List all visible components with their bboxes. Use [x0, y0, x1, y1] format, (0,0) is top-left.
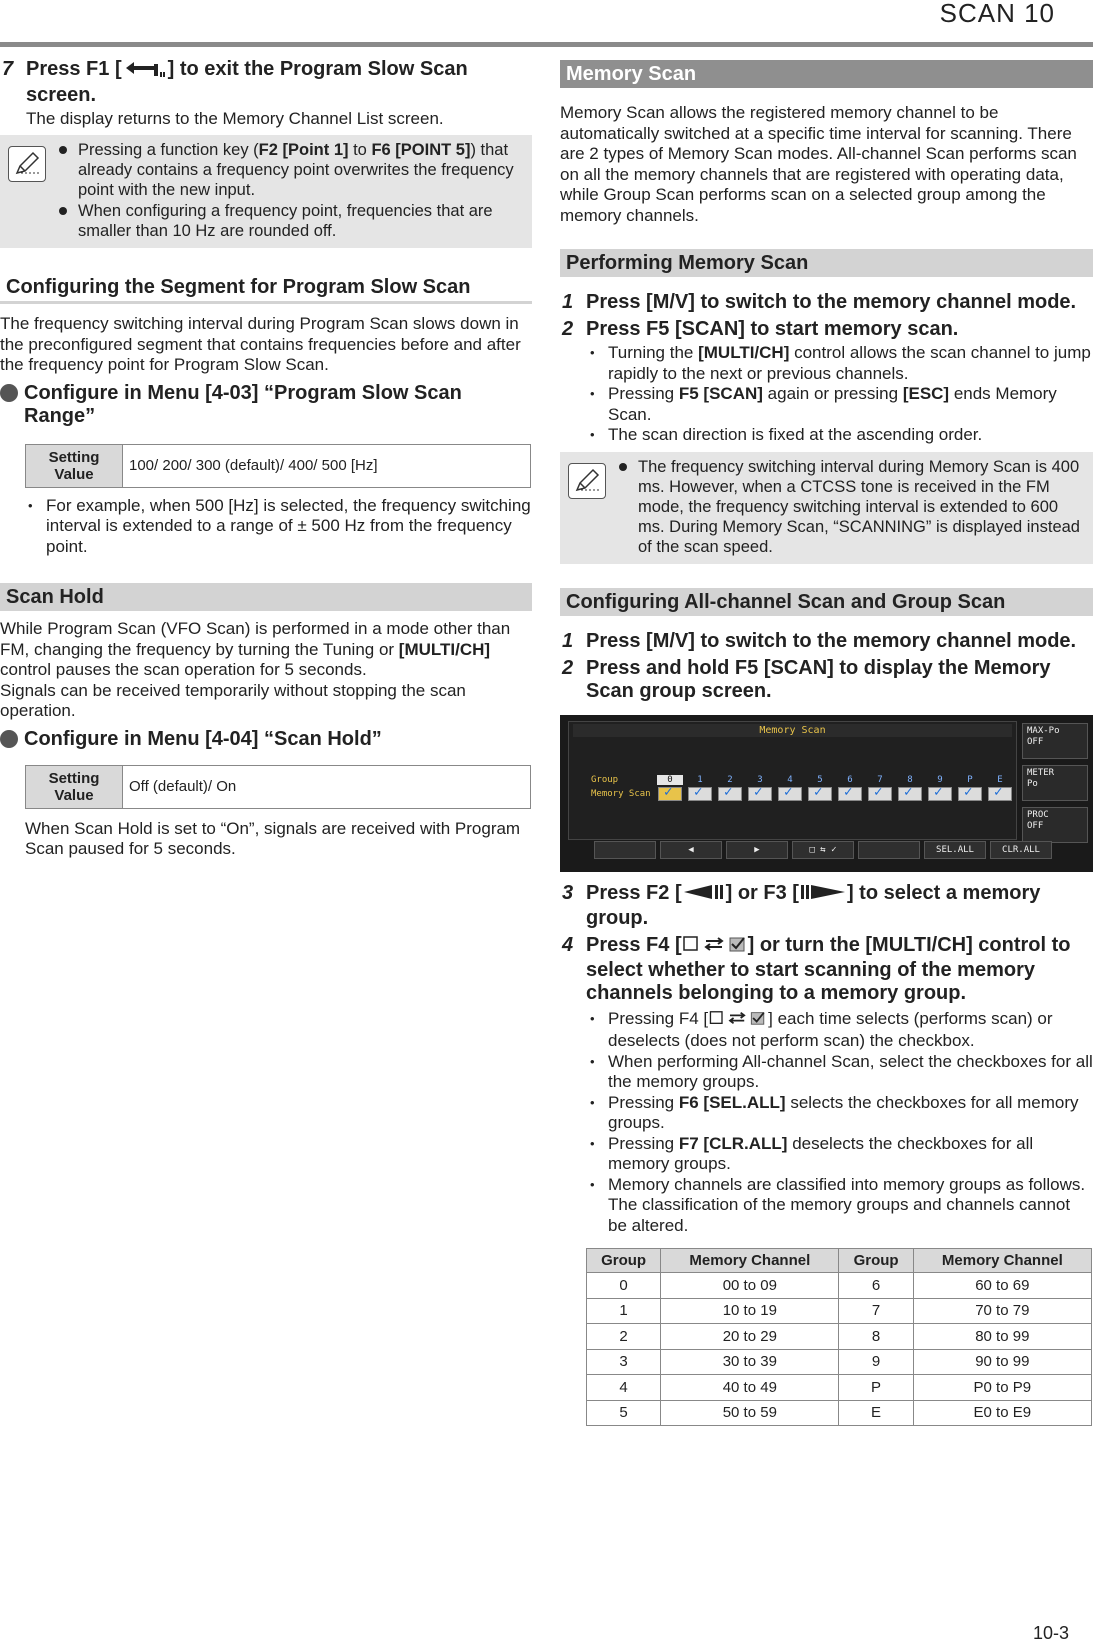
step-7	[0, 58, 532, 129]
note-item: When configuring a frequency point, frequencies that are smaller than 10 Hz are rounded off.	[56, 201, 528, 241]
pencil-icon	[8, 146, 46, 182]
table-cell: 2	[587, 1324, 661, 1350]
section-heading: Configuring the Segment for Program Slow Scan	[0, 273, 532, 304]
table-cell: 80 to 99	[913, 1324, 1091, 1350]
chapter-header: SCAN 10	[939, 0, 1055, 28]
group-checkbox[interactable]	[838, 787, 862, 801]
setting-value: Off (default)/ On	[123, 765, 531, 808]
bullet-item: • Pressing F5 [SCAN] again or pressing [ESC] ends Memory Scan.	[586, 384, 1093, 425]
group-number[interactable]: 5	[817, 774, 823, 785]
table-row	[587, 1324, 1092, 1350]
section-heading: Scan Hold	[0, 583, 532, 611]
table-header: Memory Channel	[913, 1249, 1091, 1273]
group-checkbox[interactable]	[988, 787, 1012, 801]
note-box	[0, 135, 532, 248]
step-3: 3 Press F2 [ ] or F3 [ ] to select a memory group.	[562, 881, 1041, 929]
table-cell: 4	[587, 1375, 661, 1401]
group-checkbox[interactable]	[748, 787, 772, 801]
setting-table	[25, 765, 531, 809]
row-label-group: Group	[591, 774, 619, 785]
group-number[interactable]: 7	[877, 774, 883, 785]
table-cell: 9	[839, 1349, 913, 1375]
table-row	[587, 1400, 1092, 1426]
side-key-meter[interactable]: METER Po	[1022, 765, 1088, 801]
group-number[interactable]: 9	[937, 774, 943, 785]
paragraph: While Program Scan (VFO Scan) is performed in a mode other than FM, changing the frequency by turning the Tuning or [MULTI/CH] control pauses the scan operation for 5 seconds.	[0, 619, 511, 679]
memory-scan-screen	[560, 715, 1093, 872]
right-column	[560, 58, 1093, 1426]
table-cell: 8	[839, 1324, 913, 1350]
step-number: 7	[2, 58, 14, 80]
bullet-item: • For example, when 500 [Hz] is selected, the frequency switching interval is extended to a range of ± 500 Hz from the frequency point.	[24, 496, 532, 558]
table-header: Memory Channel	[661, 1249, 839, 1273]
prev-arrow-icon	[682, 883, 726, 907]
table-cell: 6	[839, 1273, 913, 1299]
table-header: Group	[587, 1249, 661, 1273]
table-cell: 00 to 09	[661, 1273, 839, 1299]
note-item: Pressing a function key (F2 [Point 1] to F6 [POINT 5]) that already contains a frequency point overwrites the frequency point with the new input.	[56, 140, 528, 200]
toggle-check-button[interactable]: □ ⇆ ✓	[792, 841, 854, 859]
table-cell: P	[839, 1375, 913, 1401]
group-number[interactable]: 6	[847, 774, 853, 785]
group-number[interactable]: 1	[697, 774, 703, 785]
group-number[interactable]: E	[997, 774, 1003, 785]
group-checkbox[interactable]	[688, 787, 712, 801]
table-cell: 50 to 59	[661, 1400, 839, 1426]
table-cell: 70 to 79	[913, 1298, 1091, 1324]
group-checkbox[interactable]	[868, 787, 892, 801]
step-title: Press F1 [ ] to exit the Program Slow Scan screen.	[26, 58, 468, 106]
bullet-circle-icon	[0, 730, 18, 748]
section-heading: Configuring All-channel Scan and Group Scan	[560, 588, 1093, 616]
group-number[interactable]: P	[967, 774, 973, 785]
step-4: 4 Press F4 [ ] or turn the [MULTI/CH] control to select whether to start scanning of the memory channels belonging to a memory group. • Pressing F4 [ ] each time selects (performs scan) or deselects (does not perform scan) the checkbox. • When performing All-channel Scan, select the checkboxes for all the memory groups. • Pressing F6 [SEL.ALL] selects the checkboxes for all memory groups. • Pressing F7 [CLR.ALL] deselects the checkboxes for all memory groups. • Memory channels are classified into memory groups as follows. The classification of the memory groups and channels cannot be altered.	[560, 934, 1093, 1237]
bullet-circle-icon	[0, 384, 18, 402]
table-cell: 90 to 99	[913, 1349, 1091, 1375]
table-cell: 0	[587, 1273, 661, 1299]
table-cell: E0 to E9	[913, 1400, 1091, 1426]
setting-label: Setting Value	[26, 765, 123, 808]
table-cell: 7	[839, 1298, 913, 1324]
section-heading: Performing Memory Scan	[560, 249, 1093, 277]
setting-label: Setting Value	[26, 444, 123, 487]
bullet-item: • When performing All-channel Scan, select the checkboxes for all the memory groups.	[586, 1052, 1093, 1093]
group-number[interactable]: 4	[787, 774, 793, 785]
checkbox-toggle-icon	[708, 1010, 768, 1032]
bullet-item: • The scan direction is fixed at the ascending order.	[586, 425, 1093, 446]
bullet-item: • Pressing F4 [ ] each time selects (performs scan) or deselects (does not perform scan) the checkbox.	[586, 1009, 1093, 1052]
table-cell: 1	[587, 1298, 661, 1324]
table-row	[587, 1298, 1092, 1324]
note-box	[560, 452, 1093, 564]
side-key-max-po[interactable]: MAX-Po OFF	[1022, 723, 1088, 759]
table-cell: 3	[587, 1349, 661, 1375]
table-row	[587, 1273, 1092, 1299]
note-item: The frequency switching interval during Memory Scan is 400 ms. However, when a CTCSS tone is received in the FM mode, the frequency switching interval is extended to 600 ms. During Memory Scan, “SCANNING” is displayed instead of the scan speed.	[616, 457, 1089, 557]
left-column	[0, 58, 532, 860]
paragraph: The frequency switching interval during Program Scan slows down in the preconfigured segment that contains frequencies before and after the frequency point for Program Slow Scan.	[0, 314, 521, 374]
memory-group-table	[586, 1248, 1092, 1426]
pencil-icon	[568, 463, 606, 499]
group-number[interactable]: 3	[757, 774, 763, 785]
select-all-button[interactable]: SEL.ALL	[924, 841, 986, 859]
table-cell: P0 to P9	[913, 1375, 1091, 1401]
group-checkbox[interactable]	[928, 787, 952, 801]
group-checkbox[interactable]	[898, 787, 922, 801]
next-group-button[interactable]: ▶	[726, 841, 788, 859]
side-key-proc[interactable]: PROC OFF	[1022, 807, 1088, 843]
back-arrow-icon	[122, 58, 168, 84]
checkbox-toggle-icon	[682, 935, 748, 959]
group-number[interactable]: 2	[727, 774, 733, 785]
prev-group-button[interactable]: ◀	[660, 841, 722, 859]
screen-title: Memory Scan	[759, 724, 826, 736]
bullet-item: • Pressing F6 [SEL.ALL] selects the checkboxes for all memory groups.	[586, 1093, 1093, 1134]
group-checkbox[interactable]	[958, 787, 982, 801]
setting-value: 100/ 200/ 300 (default)/ 400/ 500 [Hz]	[123, 444, 531, 487]
menu-config: Configure in Menu [4-03] “Program Slow Scan Range”	[0, 382, 532, 428]
clear-all-button[interactable]: CLR.ALL	[990, 841, 1052, 859]
section-heading: Memory Scan	[560, 60, 1093, 88]
group-checkbox[interactable]	[808, 787, 832, 801]
bullet-item: • Memory channels are classified into memory groups as follows. The classification of the memory groups and channels cannot be altered.	[586, 1175, 1093, 1237]
table-cell: 30 to 39	[661, 1349, 839, 1375]
table-header: Group	[839, 1249, 913, 1273]
group-checkbox[interactable]	[658, 787, 682, 801]
table-cell: E	[839, 1400, 913, 1426]
step-2: 2 Press F5 [SCAN] to start memory scan. • Turning the [MULTI/CH] control allows the scan channel to jump rapidly to the next or previous channels. • Pressing F5 [SCAN] again or pressing [ESC] ends Memory Scan. • The scan direction is fixed at the ascending order.	[560, 318, 1093, 446]
group-number[interactable]: 8	[907, 774, 913, 785]
table-row	[587, 1349, 1092, 1375]
header-rule	[0, 42, 1093, 47]
group-number[interactable]: 0	[657, 775, 683, 785]
table-cell: 5	[587, 1400, 661, 1426]
step-1: 1 Press [M/V] to switch to the memory channel mode.	[562, 291, 1077, 313]
table-row	[587, 1375, 1092, 1401]
table-cell: 40 to 49	[661, 1375, 839, 1401]
row-label-memory-scan: Memory Scan	[591, 788, 651, 799]
group-checkbox[interactable]	[718, 787, 742, 801]
scan-panel	[568, 721, 1017, 840]
page-number: 10-3	[1032, 1623, 1069, 1643]
bullet-item: • Turning the [MULTI/CH] control allows the scan channel to jump rapidly to the next or previous channels.	[586, 343, 1093, 384]
step-description: The display returns to the Memory Channel List screen.	[26, 109, 444, 128]
table-cell: 10 to 19	[661, 1298, 839, 1324]
next-arrow-icon	[799, 883, 847, 907]
table-cell: 60 to 69	[913, 1273, 1091, 1299]
step-1: 1 Press [M/V] to switch to the memory channel mode.	[562, 629, 1077, 652]
paragraph: When Scan Hold is set to “On”, signals are received with Program Scan paused for 5 seconds.	[25, 818, 521, 858]
table-cell: 20 to 29	[661, 1324, 839, 1350]
step-2: 2 Press and hold F5 [SCAN] to display the Memory Scan group screen.	[562, 656, 1051, 702]
bullet-item: • Pressing F7 [CLR.ALL] deselects the checkboxes for all memory groups.	[586, 1134, 1093, 1175]
group-checkbox[interactable]	[778, 787, 802, 801]
paragraph: Memory Scan allows the registered memory channel to be automatically switched at a specific time interval for scanning. There are 2 types of Memory Scan modes. All-channel Scan performs scan on all the memory channels that are registered with operating data, while Group Scan performs scan on a selected group among the memory channels.	[560, 103, 1077, 225]
paragraph: Signals can be received temporarily without stopping the scan operation.	[0, 680, 466, 720]
setting-table	[25, 444, 531, 488]
menu-config: Configure in Menu [4-04] “Scan Hold”	[0, 728, 532, 751]
